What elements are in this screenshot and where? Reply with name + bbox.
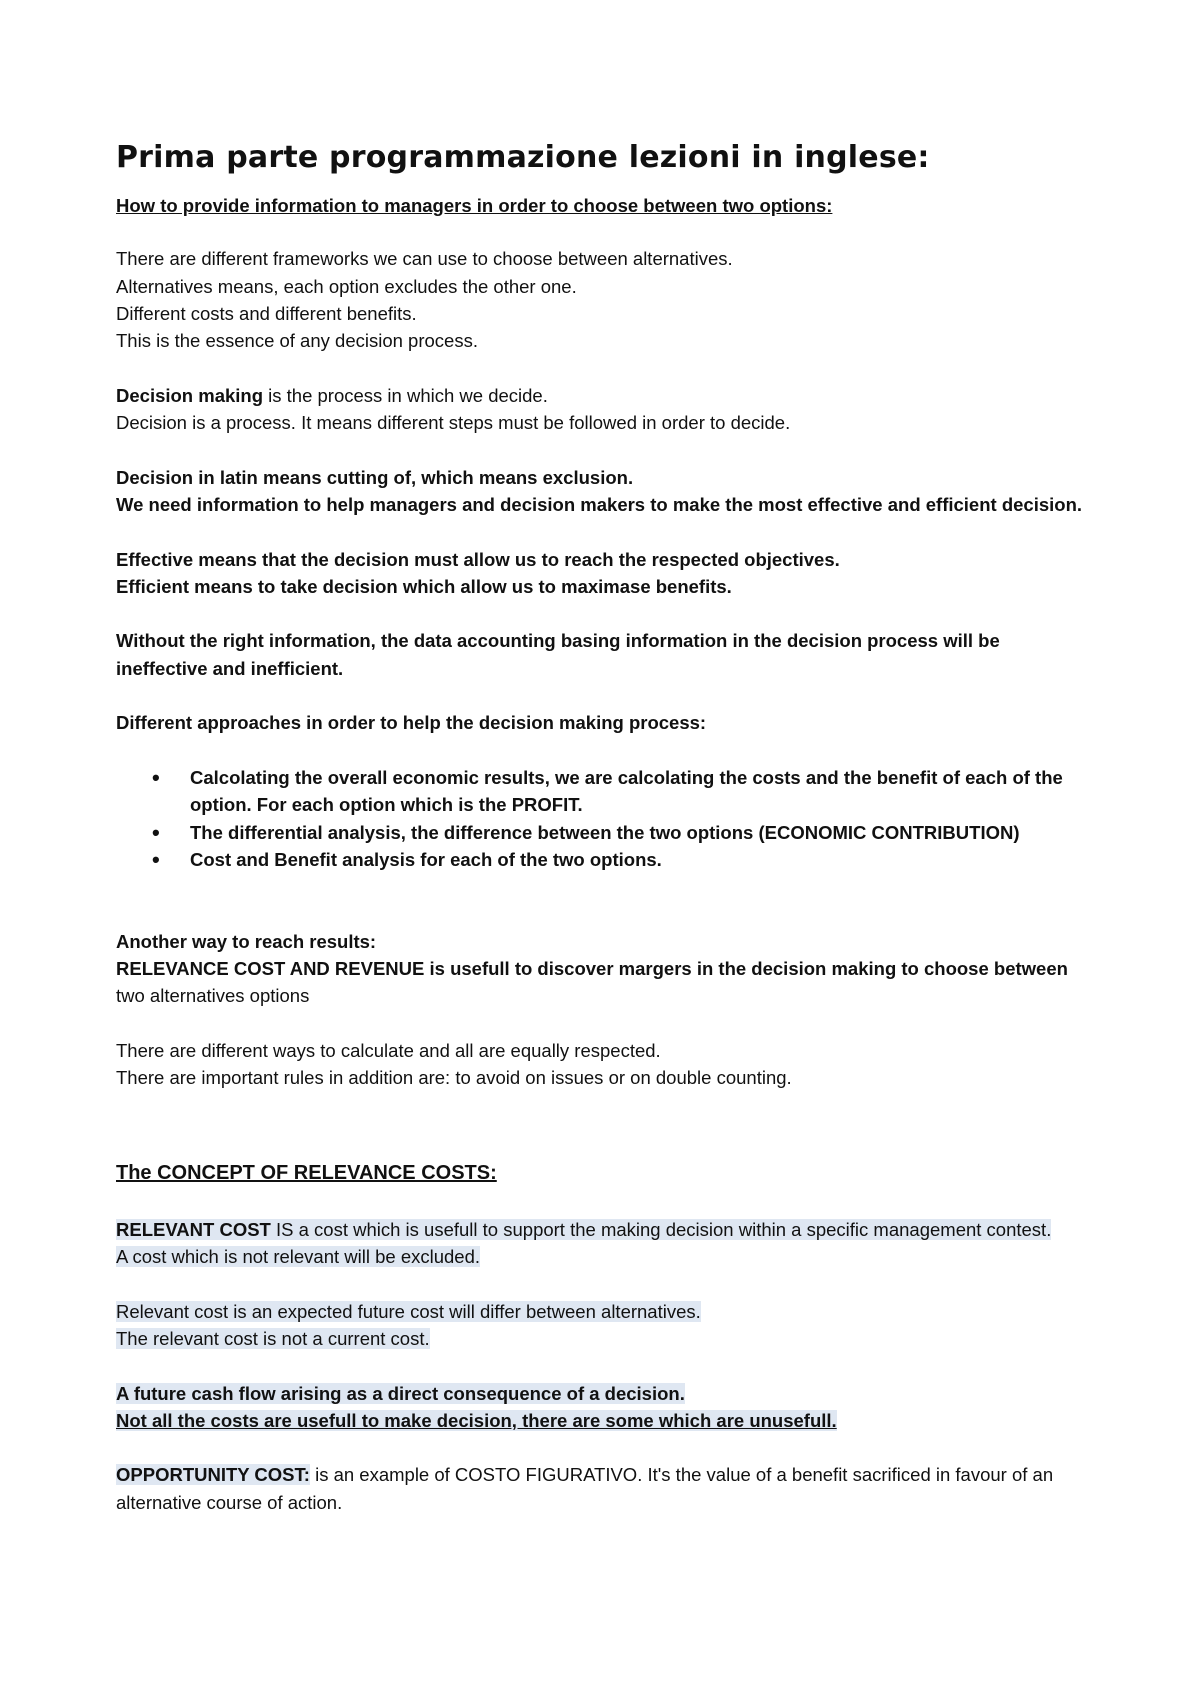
opportunity-cost-text: is an example of COSTO FIGURATIVO. It's the value of a benefit sacrificed in favour of an alternative course of action.	[116, 1464, 1054, 1513]
information-line: We need information to help managers and decision makers to make the most effective and efficient decision.	[116, 493, 1083, 515]
intro-line: Different costs and different benefits.	[116, 302, 417, 324]
cash-flow-line	[116, 1380, 1096, 1407]
approaches-heading: Different approaches in order to help the decision making process:	[116, 712, 707, 734]
decision-process-line: Decision is a process. It means different steps must be followed in order to decide.	[116, 412, 791, 434]
current-cost-line	[116, 1325, 1096, 1352]
decision-making-term: Decision making	[116, 384, 264, 406]
excluded-line-text: A cost which is not relevant will be excluded.	[116, 1246, 481, 1268]
bullet-icon: •	[152, 764, 160, 790]
relevant-cost-paragraph	[116, 1216, 1096, 1243]
cash-flow-text: A future cash flow arising as a direct consequence of a decision.	[116, 1382, 685, 1404]
section-subtitle: How to provide information to managers in order to choose between two options:	[116, 195, 833, 216]
relevant-cost-term: RELEVANT COST	[116, 1218, 271, 1240]
ways-line: There are different ways to calculate and all are equally respected.	[116, 1039, 661, 1061]
unusefull-line	[116, 1407, 1096, 1434]
current-cost-text: The relevant cost is not a current cost.	[116, 1327, 430, 1349]
list-item-text: The differential analysis, the difference between the two options (ECONOMIC CONTRIBUTION)	[190, 821, 1020, 843]
effective-line: Effective means that the decision must allow us to reach the respected objectives.	[116, 548, 840, 570]
latin-line: Decision in latin means cutting of, which means exclusion.	[116, 466, 634, 488]
relevance-cost-line: RELEVANCE COST AND REVENUE is usefull to discover margers in the decision making to choose between	[116, 958, 1068, 980]
unusefull-text: Not all the costs are usefull to make decision, there are some which are unusefull.	[116, 1409, 837, 1431]
decision-making-paragraph	[116, 382, 1096, 409]
bullet-icon: •	[152, 819, 160, 845]
list-item-text: Cost and Benefit analysis for each of the two options.	[190, 848, 662, 870]
bullet-icon: •	[152, 846, 160, 872]
relevant-cost-highlight	[116, 1219, 1051, 1240]
page-title: Prima parte programmazione lezioni in inglese:	[116, 140, 930, 175]
decision-making-text: is the process in which we decide.	[263, 384, 548, 406]
intro-line: There are different frameworks we can use to choose between alternatives.	[116, 248, 733, 270]
rules-line: There are important rules in addition are: to avoid on issues or on double counting.	[116, 1067, 792, 1089]
document-body	[116, 141, 1096, 1516]
efficient-line: Efficient means to take decision which allow us to maximase benefits.	[116, 575, 732, 597]
list-item-text: Calcolating the overall economic results, we are calcolating the costs and the benefit of each of the option. For each option which is the PROFIT.	[190, 766, 1063, 816]
alternatives-options-line: two alternatives options	[116, 985, 310, 1007]
without-information-paragraph: Without the right information, the data accounting basing information in the decision process will be ineffective and inefficient.	[116, 630, 1000, 679]
excluded-line	[116, 1243, 1096, 1270]
list-item	[152, 846, 1096, 873]
intro-line: Alternatives means, each option excludes the other one.	[116, 275, 577, 297]
another-way-line: Another way to reach results:	[116, 930, 377, 952]
opportunity-cost-paragraph	[116, 1461, 1096, 1516]
intro-line: This is the essence of any decision process.	[116, 330, 478, 352]
future-cost-line	[116, 1298, 1096, 1325]
concept-heading: The CONCEPT OF RELEVANCE COSTS:	[116, 1161, 497, 1184]
list-item	[152, 819, 1096, 846]
list-item	[152, 764, 1096, 819]
future-cost-text: Relevant cost is an expected future cost will differ between alternatives.	[116, 1300, 701, 1322]
relevant-cost-text: IS a cost which is usefull to support the making decision within a specific management contest.	[270, 1218, 1052, 1240]
approaches-list	[116, 764, 1096, 873]
opportunity-cost-term: OPPORTUNITY COST:	[116, 1464, 310, 1486]
